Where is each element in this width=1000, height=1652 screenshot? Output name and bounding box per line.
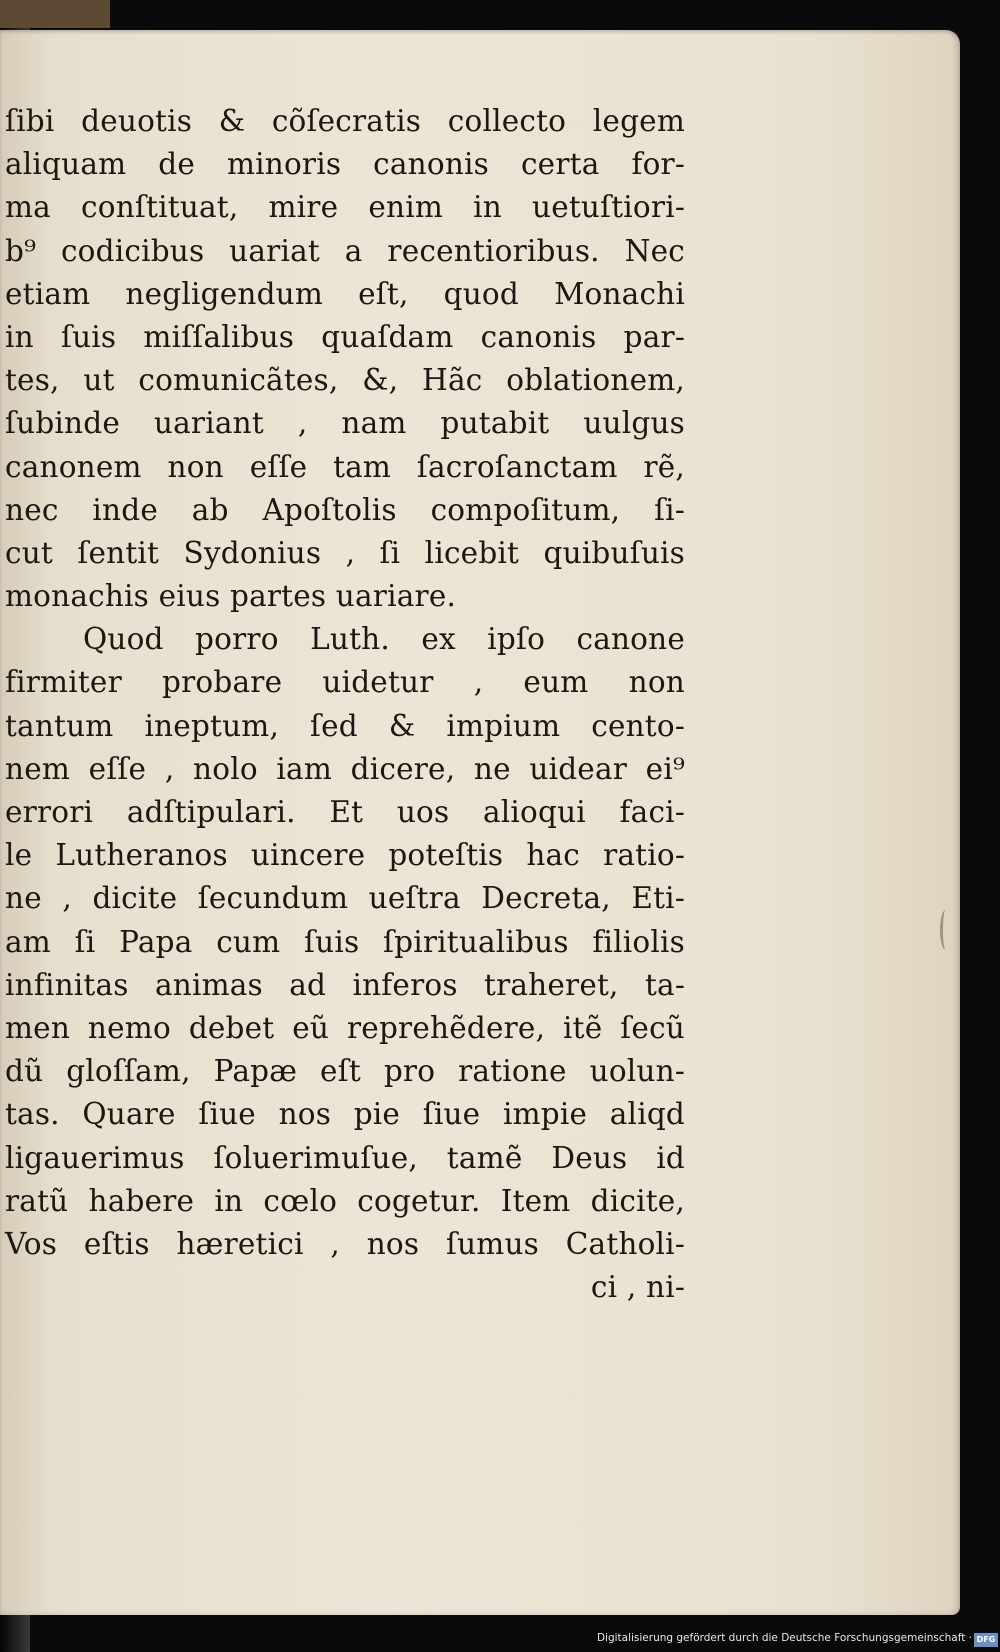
text-line: canonem non eſſe tam ſacroſanctam rẽ, bbox=[5, 449, 685, 484]
catchword: ci , ni- bbox=[590, 1270, 685, 1305]
text-line: infinitas animas ad inferos traheret, ta- bbox=[5, 967, 685, 1002]
paragraph-end-line: monachis eius partes uariare. bbox=[5, 579, 457, 614]
text-line: men nemo debet eũ reprehẽdere, itẽ ſecũ bbox=[5, 1010, 685, 1045]
text-line: nem eſſe , nolo iam dicere, ne uidear ei⁹ bbox=[5, 751, 685, 786]
digitization-footer bbox=[596, 1630, 1000, 1652]
latin-text-block bbox=[5, 100, 685, 1309]
text-line: tas. Quare ſiue nos pie ſiue impie aliqd bbox=[5, 1097, 685, 1132]
text-line: in ſuis miſſalibus quaſdam canonis par- bbox=[5, 319, 685, 354]
text-line: ligauerimus ſoluerimuſue, tamẽ Deus id bbox=[5, 1140, 685, 1175]
text-line: tes, ut comunicãtes, &, Hãc oblationem, bbox=[5, 363, 685, 398]
text-line: nec inde ab Apoſtolis compoſitum, ſi- bbox=[5, 492, 685, 527]
text-line: errori adſtipulari. Et uos alioqui faci- bbox=[5, 795, 685, 829]
page-edge-mark bbox=[940, 910, 951, 950]
text-line: firmiter probare uidetur , eum non bbox=[5, 665, 685, 700]
text-line: am ſi Papa cum ſuis ſpiritualibus filiolis bbox=[5, 924, 685, 959]
text-line: etiam negligendum eſt, quod Monachi bbox=[5, 276, 685, 311]
text-line: Vos eſtis hæretici , nos ſumus Catholi- bbox=[5, 1226, 685, 1261]
footer-credit-text: Digitalisierung gefördert durch die Deutsche Forschungsgemeinschaft · bbox=[596, 1632, 972, 1644]
text-line: dũ gloſſam, Papæ eſt pro ratione uolun- bbox=[5, 1054, 685, 1089]
text-line: tantum ineptum, ſed & impium cento- bbox=[5, 708, 685, 743]
text-line: b⁹ codicibus uariat a recentioribus. Nec bbox=[5, 233, 685, 268]
text-line: aliquam de minoris canonis certa for- bbox=[5, 147, 685, 182]
top-edge-strip bbox=[0, 0, 110, 28]
text-line: ratũ habere in cœlo cogetur. Item dicite, bbox=[5, 1183, 685, 1218]
text-line: cut ſentit Sydonius , ſi licebit quibuſuis bbox=[5, 535, 685, 570]
paragraph-start-line: Quod porro Luth. ex ipſo canone bbox=[83, 622, 685, 657]
text-line: ma conſtituat, mire enim in uetuſtiori- bbox=[5, 190, 685, 225]
dfg-logo: DFG bbox=[974, 1633, 998, 1647]
text-line: ſibi deuotis & cõſecratis collecto legem bbox=[5, 104, 685, 138]
text-line: ne , dicite ſecundum ueſtra Decreta, Eti- bbox=[5, 881, 685, 916]
text-line: ſubinde uariant , nam putabit uulgus bbox=[5, 406, 685, 441]
text-line: le Lutheranos uincere poteſtis hac ratio- bbox=[5, 838, 685, 873]
